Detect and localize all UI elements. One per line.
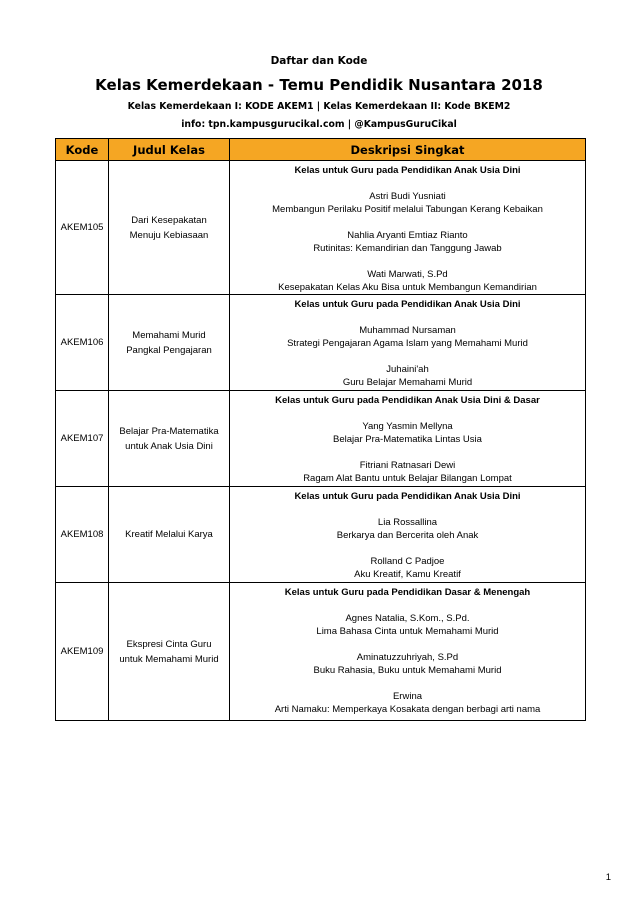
session-title: Ragam Alat Bantu untuk Belajar Bilangan Lompat bbox=[303, 473, 512, 484]
header-kode: Kode bbox=[56, 139, 109, 161]
table-row bbox=[56, 583, 586, 721]
session-title: Kesepakatan Kelas Aku Bisa untuk Membangun Kemandirian bbox=[278, 282, 537, 293]
judul-line: Pangkal Pengajaran bbox=[126, 344, 212, 356]
judul-cell bbox=[109, 487, 230, 583]
judul-line: untuk Anak Usia Dini bbox=[125, 440, 213, 452]
session-title: Guru Belajar Memahami Murid bbox=[342, 377, 473, 388]
kode-cell: AKEM107 bbox=[56, 391, 109, 487]
table-row bbox=[56, 391, 586, 487]
judul-cell bbox=[109, 583, 230, 721]
deskripsi-cell bbox=[230, 487, 586, 583]
presenter-name: Juhaini'ah bbox=[386, 364, 429, 375]
category-label: Kelas untuk Guru pada Pendidikan Anak Usia Dini bbox=[294, 491, 521, 502]
deskripsi-cell bbox=[230, 161, 586, 295]
presenter-name: Nahlia Aryanti Emtiaz Rianto bbox=[347, 230, 468, 241]
judul-cell bbox=[109, 391, 230, 487]
presenter-name: Fitriani Ratnasari Dewi bbox=[359, 460, 456, 471]
judul-line: Menuju Kebiasaan bbox=[129, 229, 209, 241]
presenter-name: Yang Yasmin Mellyna bbox=[362, 421, 453, 432]
info-line: info: tpn.kampusgurucikal.com | @KampusGuruCikal bbox=[181, 119, 457, 130]
kode-cell: AKEM109 bbox=[56, 583, 109, 721]
session-title: Strategi Pengajaran Agama Islam yang Memahami Murid bbox=[287, 338, 528, 349]
table-row bbox=[56, 161, 586, 295]
class-codes-line: Kelas Kemerdekaan I: KODE AKEM1 | Kelas Kemerdekaan II: Kode BKEM2 bbox=[127, 101, 511, 112]
judul-line: untuk Memahami Murid bbox=[119, 653, 219, 665]
judul-line: Memahami Murid bbox=[132, 329, 206, 341]
judul-line: Ekspresi Cinta Guru bbox=[126, 638, 212, 650]
header-judul-kelas: Judul Kelas bbox=[109, 139, 230, 161]
session-title: Belajar Pra-Matematika Lintas Usia bbox=[333, 434, 482, 445]
presenter-name: Rolland C Padjoe bbox=[370, 556, 445, 567]
category-label: Kelas untuk Guru pada Pendidikan Anak Usia Dini bbox=[294, 165, 521, 176]
session-title: Aku Kreatif, Kamu Kreatif bbox=[354, 569, 461, 580]
session-title: Rutinitas: Kemandirian dan Tanggung Jawab bbox=[313, 243, 502, 254]
kode-cell: AKEM106 bbox=[56, 295, 109, 391]
presenter-name: Lia Rossallina bbox=[377, 517, 438, 528]
presenter-name: Muhammad Nursaman bbox=[359, 325, 456, 336]
session-title: Membangun Perilaku Positif melalui Tabungan Kerang Kebaikan bbox=[272, 204, 543, 215]
table-row bbox=[56, 295, 586, 391]
kode-cell: AKEM105 bbox=[56, 161, 109, 295]
document-title: Kelas Kemerdekaan - Temu Pendidik Nusantara 2018 bbox=[95, 76, 543, 94]
category-label: Kelas untuk Guru pada Pendidikan Anak Usia Dini bbox=[294, 299, 521, 310]
category-label: Kelas untuk Guru pada Pendidikan Dasar & Menengah bbox=[284, 587, 531, 598]
deskripsi-cell bbox=[230, 391, 586, 487]
header-deskripsi-singkat: Deskripsi Singkat bbox=[230, 139, 586, 161]
presenter-name: Erwina bbox=[392, 691, 423, 702]
kode-cell: AKEM108 bbox=[56, 487, 109, 583]
presenter-name: Aminatuzzuhriyah, S.Pd bbox=[356, 652, 459, 663]
class-table bbox=[55, 138, 586, 721]
judul-line: Belajar Pra-Matematika bbox=[119, 425, 219, 437]
session-title: Lima Bahasa Cinta untuk Memahami Murid bbox=[316, 626, 499, 637]
page-number: 1 bbox=[605, 872, 611, 883]
table-row bbox=[56, 487, 586, 583]
table-header-row bbox=[56, 139, 586, 161]
deskripsi-cell bbox=[230, 295, 586, 391]
deskripsi-cell bbox=[230, 583, 586, 721]
judul-cell bbox=[109, 161, 230, 295]
document-subtitle: Daftar dan Kode bbox=[270, 55, 368, 67]
judul-cell bbox=[109, 295, 230, 391]
session-title: Arti Namaku: Memperkaya Kosakata dengan berbagi arti nama bbox=[274, 704, 541, 715]
presenter-name: Wati Marwati, S.Pd bbox=[367, 269, 448, 280]
session-title: Buku Rahasia, Buku untuk Memahami Murid bbox=[313, 665, 502, 676]
judul-line: Dari Kesepakatan bbox=[131, 214, 207, 226]
category-label: Kelas untuk Guru pada Pendidikan Anak Usia Dini & Dasar bbox=[275, 395, 540, 406]
presenter-name: Astri Budi Yusniati bbox=[369, 191, 446, 202]
document-header bbox=[0, 54, 638, 131]
judul-line: Kreatif Melalui Karya bbox=[125, 529, 213, 540]
presenter-name: Agnes Natalia, S.Kom., S.Pd. bbox=[345, 613, 470, 624]
session-title: Berkarya dan Bercerita oleh Anak bbox=[336, 530, 479, 541]
